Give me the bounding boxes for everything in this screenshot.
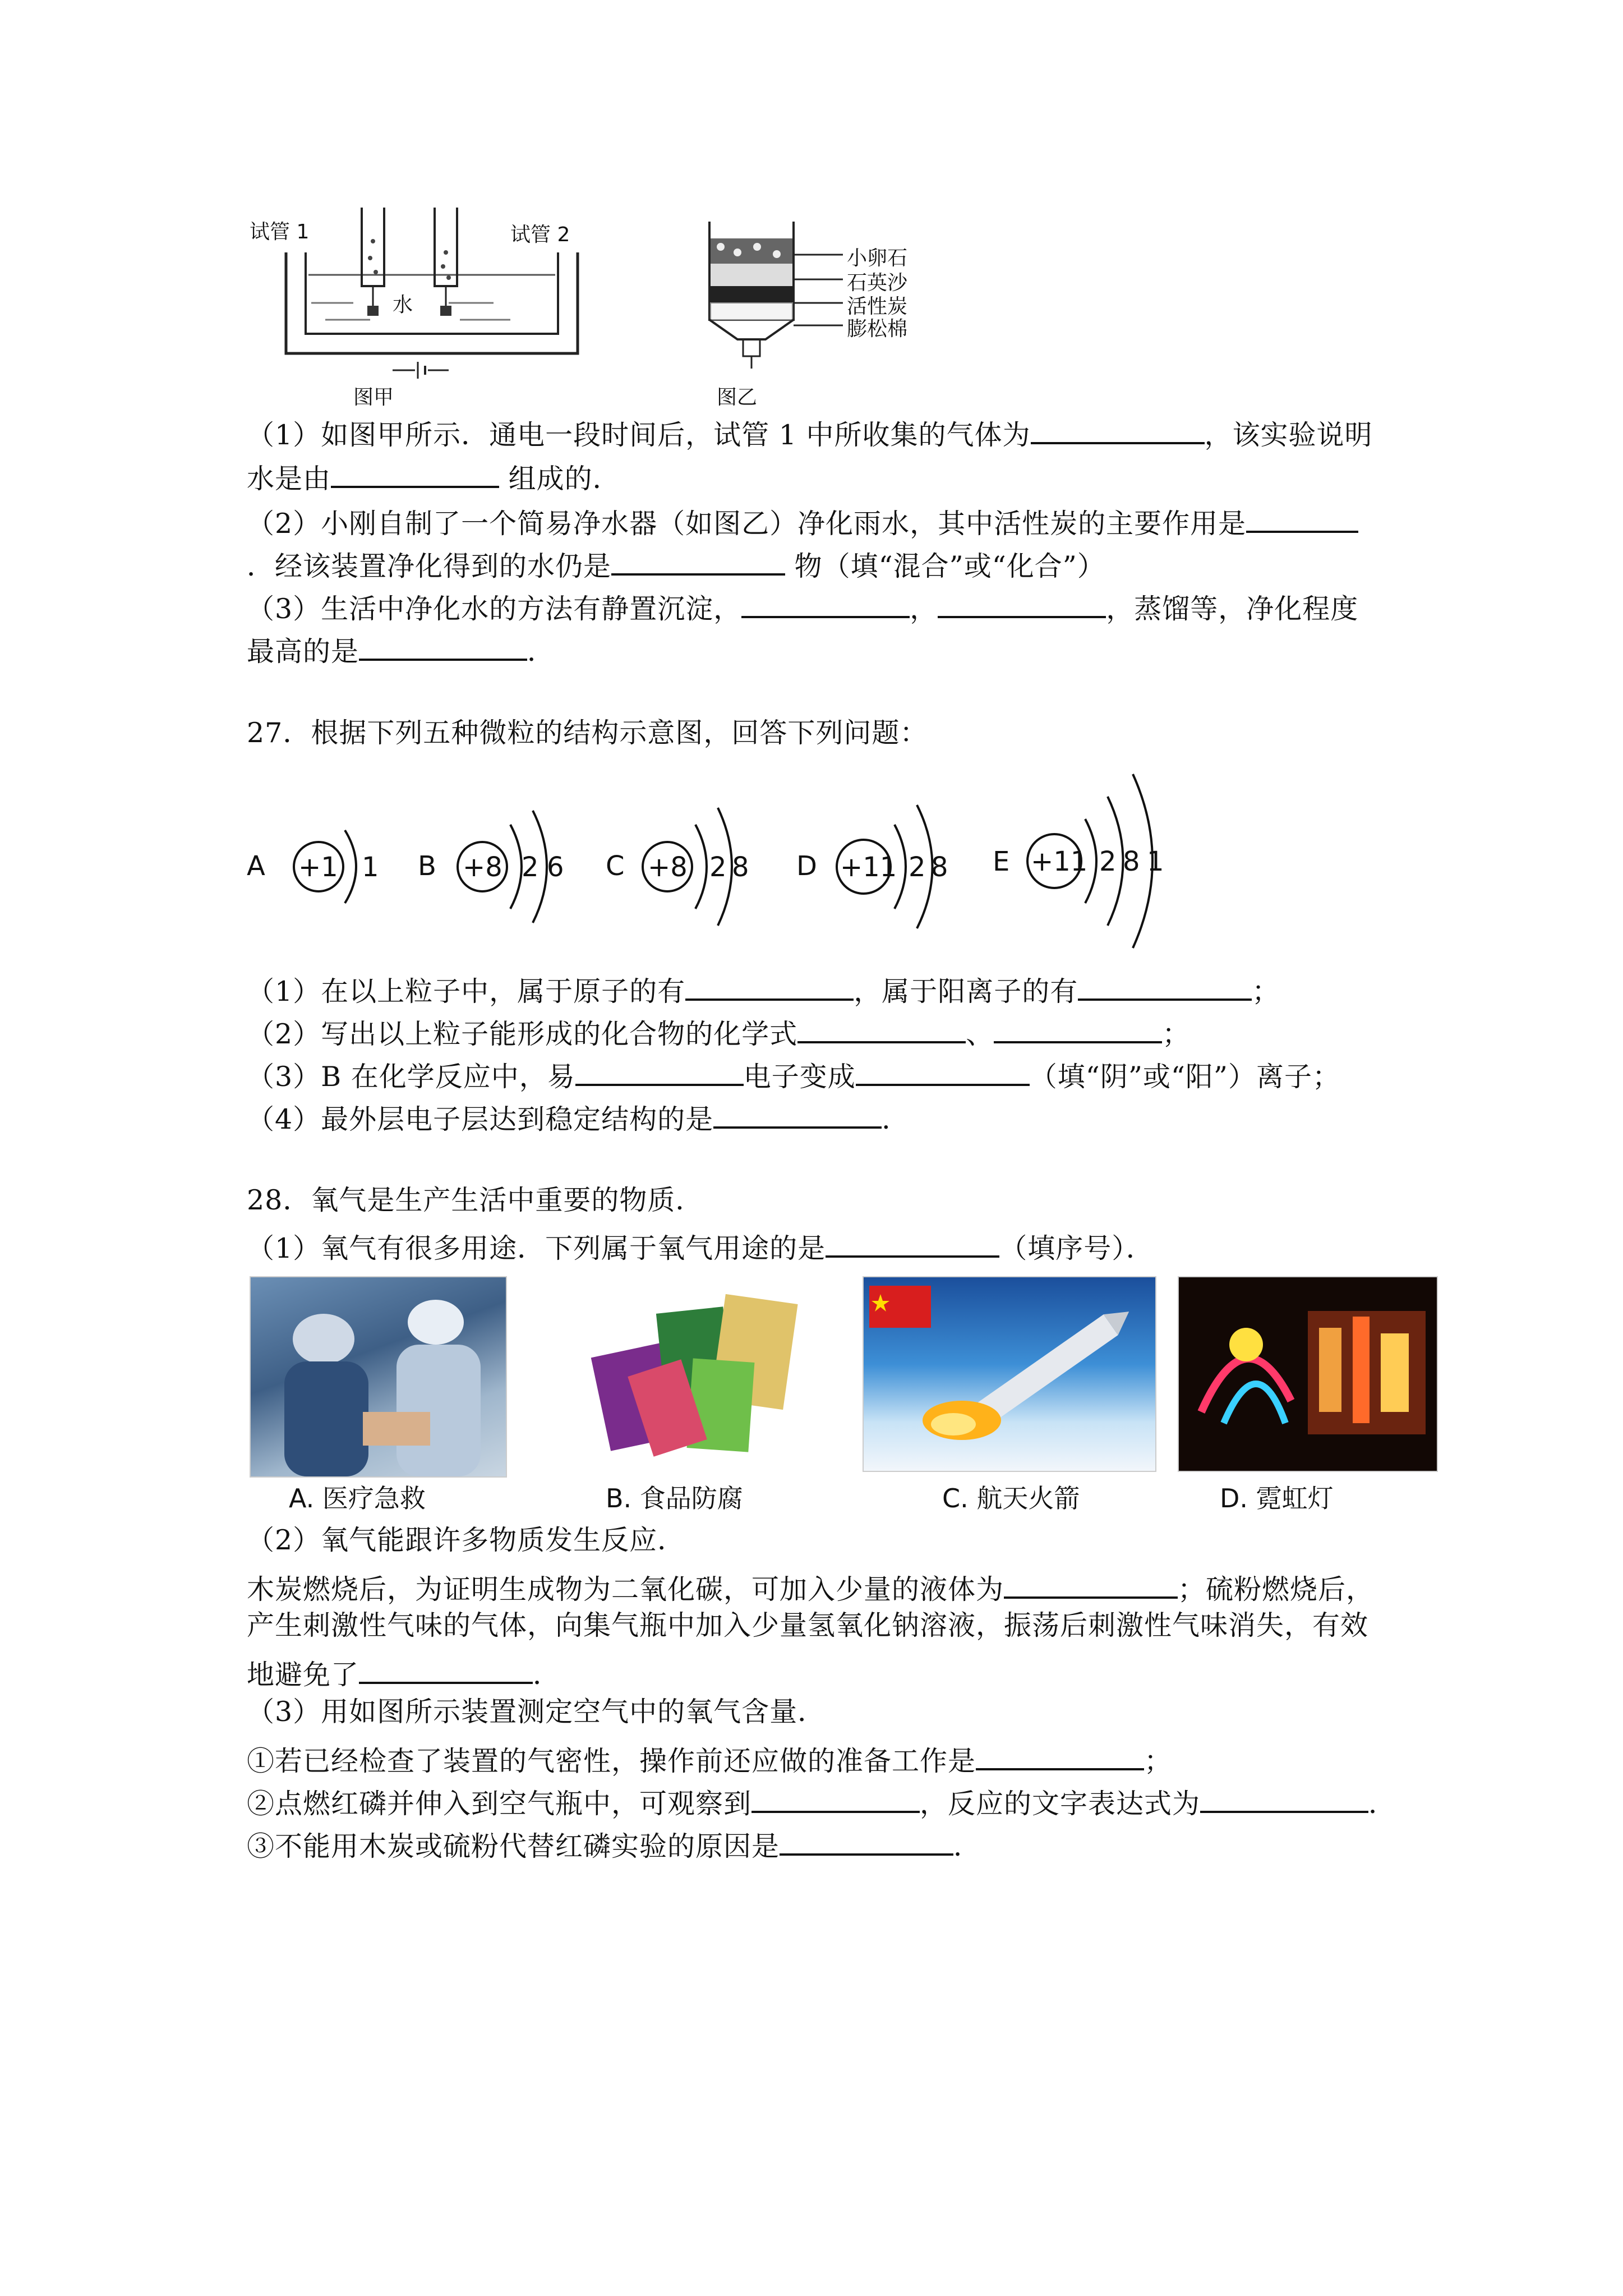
answer-blank[interactable] [1031, 409, 1205, 444]
q27-line3: （3）B 在化学反应中，易 电子变成 （填“阴”或“阳”）离子； [247, 1051, 1340, 1096]
figure-yi-caption: 图乙 [717, 386, 758, 409]
neon-icon [1179, 1277, 1437, 1471]
answer-blank[interactable] [826, 1223, 999, 1258]
q26-line3: （2）小刚自制了一个简易净水器（如图乙）净化雨水，其中活性炭的主要作用是 [247, 498, 1358, 543]
particle-a [247, 830, 379, 903]
answer-blank[interactable] [359, 626, 527, 661]
answer-blank[interactable] [976, 1736, 1144, 1770]
rocket-icon [864, 1277, 1155, 1471]
option-a-label: A. 医疗急救 [289, 1483, 426, 1513]
filter-layer-pebbles: 小卵石 [847, 247, 908, 270]
q28-step2: ②点燃红磷并伸入到空气瓶中，可观察到 ，反应的文字表达式为 ． [247, 1778, 1396, 1823]
q28-line2c: 地避免了 ． [247, 1649, 561, 1694]
q28-step1: ①若已经检查了装置的气密性，操作前还应做的准备工作是 ； [247, 1736, 1172, 1780]
answer-blank[interactable] [713, 1094, 882, 1129]
particle-d [796, 805, 948, 928]
q26-line5: （3）生活中净化水的方法有静置沉淀， ， ，蒸馏等，净化程度 [247, 583, 1358, 628]
answer-blank[interactable] [1004, 1564, 1178, 1599]
answer-blank[interactable] [359, 1649, 533, 1684]
q26-line4: ．经该装置净化得到的水仍是 物（填“混合”或“化合”） [247, 541, 1105, 586]
q26-line2: 水是由 组成的． [247, 453, 621, 498]
answer-blank[interactable] [741, 583, 910, 618]
photo-medical-rescue [250, 1276, 507, 1478]
answer-blank[interactable] [685, 966, 854, 1001]
particle-d-letter: D [796, 850, 817, 882]
particle-d-shell-2: 8 [931, 852, 948, 883]
particle-a-letter: A [247, 850, 265, 882]
particle-b-shell-1: 2 [522, 852, 539, 883]
particle-e-shell-2: 8 [1123, 846, 1140, 877]
q27-title: 27．根据下列五种微粒的结构示意图，回答下列问题： [247, 717, 928, 749]
particle-c-shell-1: 2 [709, 852, 727, 883]
option-b-label: B. 食品防腐 [606, 1483, 743, 1513]
filter-layer-sand: 石英沙 [847, 272, 908, 295]
particle-e-shell-1: 2 [1099, 846, 1117, 877]
particle-b [418, 811, 564, 923]
answer-blank[interactable] [611, 541, 785, 576]
option-d-label: D. 霓虹灯 [1220, 1483, 1334, 1513]
filter-layer-carbon: 活性炭 [847, 295, 908, 318]
water-filter-figure [704, 222, 799, 373]
figure-jia-caption: 图甲 [353, 386, 394, 409]
answer-blank[interactable] [856, 1051, 1030, 1086]
answer-blank[interactable] [331, 453, 499, 488]
q27-line4: （4）最外层电子层达到稳定结构的是 ． [247, 1094, 910, 1139]
particle-c [606, 808, 749, 926]
answer-blank[interactable] [797, 1009, 966, 1043]
answer-blank[interactable] [994, 1009, 1162, 1043]
particle-b-shell-2: 6 [547, 852, 564, 883]
q28-line2b: 产生刺激性气味的气体，向集气瓶中加入少量氢氧化钠溶液，振荡后刺激性气味消失，有效 [247, 1609, 1369, 1641]
particle-e-nucleus: +11 [1031, 846, 1088, 877]
q28-title: 28．氧气是生产生活中重要的物质． [247, 1184, 704, 1216]
particle-c-letter: C [606, 850, 625, 882]
particle-e-letter: E [993, 846, 1010, 877]
water-label: 水 [393, 293, 413, 316]
food-bags-icon [578, 1276, 813, 1475]
photo-neon-lights [1178, 1276, 1438, 1472]
answer-blank[interactable] [1078, 966, 1252, 1001]
q28-line1: （1）氧气有很多用途．下列属于氧气用途的是 （填序号）． [247, 1223, 1154, 1268]
particle-d-shell-1: 2 [909, 852, 926, 883]
particle-d-nucleus: +11 [840, 852, 897, 883]
answer-blank[interactable] [1200, 1778, 1368, 1813]
particle-c-shell-2: 8 [732, 852, 749, 883]
atomic-structure-diagrams [241, 763, 1195, 954]
tube1-label: 试管 1 [250, 220, 310, 243]
q28-step3: ③不能用木炭或硫粉代替红磷实验的原因是 ． [247, 1821, 981, 1866]
q28-line2a: 木炭燃烧后，为证明生成物为二氧化碳，可加入少量的液体为 ；硫粉燃烧后， [247, 1564, 1374, 1609]
photo-food-packages [578, 1276, 813, 1475]
particle-a-shell-1: 1 [362, 852, 379, 883]
answer-blank[interactable] [751, 1778, 920, 1813]
q27-line2: （2）写出以上粒子能形成的化合物的化学式 、 ； [247, 1009, 1190, 1053]
particle-a-nucleus: +1 [298, 852, 338, 883]
answer-blank[interactable] [938, 583, 1106, 618]
answer-blank[interactable] [1246, 498, 1358, 533]
particle-c-nucleus: +8 [648, 852, 688, 883]
filter-layer-cotton: 膨松棉 [847, 318, 908, 341]
q28-part2-title: （2）氧气能跟许多物质发生反应． [247, 1524, 686, 1556]
q27-line1: （1）在以上粒子中，属于原子的有 ，属于阳离子的有 ； [247, 966, 1280, 1011]
surgeons-icon [251, 1277, 506, 1476]
q26-line1: （1）如图甲所示．通电一段时间后，试管 1 中所收集的气体为 ，该实验说明 [247, 409, 1373, 454]
particle-e-shell-3: 1 [1147, 846, 1164, 877]
photo-space-rocket [863, 1276, 1156, 1472]
answer-blank[interactable] [780, 1821, 953, 1856]
q28-part3-title: （3）用如图所示装置测定空气中的氧气含量． [247, 1696, 826, 1728]
particle-b-nucleus: +8 [463, 852, 502, 883]
particle-e [993, 774, 1164, 948]
option-c-label: C. 航天火箭 [942, 1483, 1080, 1513]
particle-b-letter: B [418, 850, 436, 882]
q26-line6: 最高的是 ． [247, 626, 555, 671]
answer-blank[interactable] [575, 1051, 744, 1086]
filter-leader-lines [794, 247, 844, 337]
tube2-label: 试管 2 [510, 223, 570, 246]
